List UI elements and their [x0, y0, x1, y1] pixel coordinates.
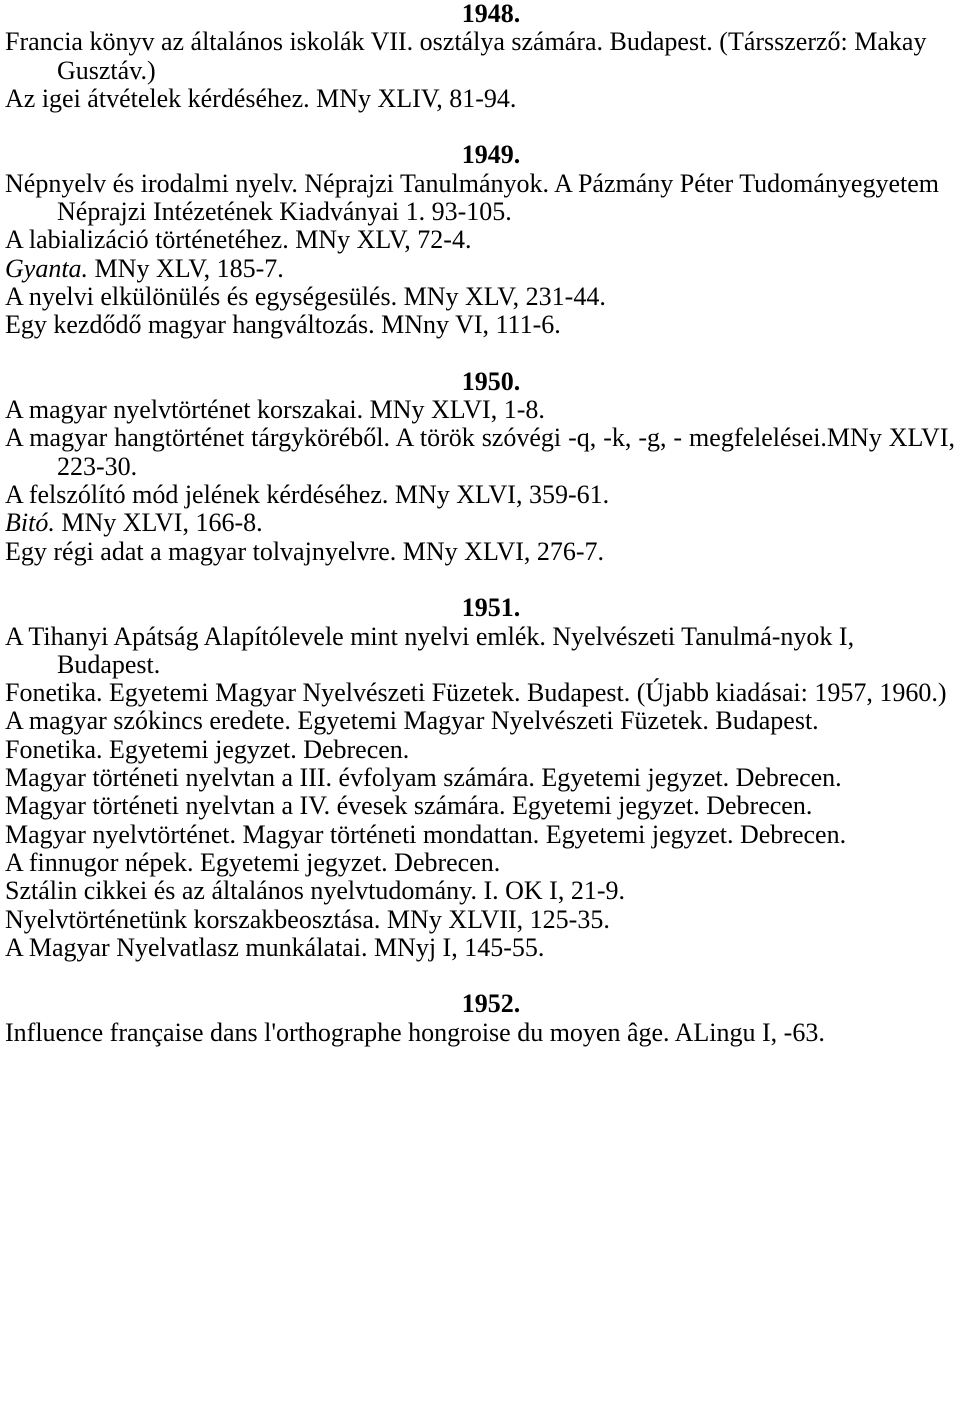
bibliography-entry [5, 877, 955, 905]
entry-text: A Magyar Nyelvatlasz munkálatai. MNyj I, 145-55. [5, 932, 545, 962]
entry-text: Fonetika. Egyetemi jegyzet. Debrecen. [5, 734, 410, 764]
entry-text: Magyar nyelvtörténet. Magyar történeti mondattan. Egyetemi jegyzet. Debrecen. [5, 819, 847, 849]
year-heading: 1948. [461, 0, 521, 28]
year-section-1950 [5, 368, 955, 566]
entry-text: Magyar történeti nyelvtan a III. évfolyam számára. Egyetemi jegyzet. Debrecen. [5, 763, 842, 793]
bibliography-entry [5, 764, 955, 792]
entry-text: A finnugor népek. Egyetemi jegyzet. Debrecen. [5, 847, 501, 877]
entry-text: A magyar nyelvtörténet korszakai. MNy XLVI, 1-8. [5, 395, 545, 425]
bibliography-entry [5, 311, 955, 339]
bibliography-entry [5, 934, 955, 962]
entry-text: Francia könyv az általános iskolák VII. osztálya számára. Budapest. (Társszerző: Makay Gusztáv.) [5, 27, 927, 85]
entry-text: MNy XLVI, 166-8. [54, 508, 263, 538]
bibliography-entry [5, 170, 955, 227]
bibliography-entry [5, 538, 955, 566]
entry-text: A nyelvi elkülönülés és egységesülés. MNy XLV, 231-44. [5, 281, 606, 311]
bibliography-entry [5, 85, 955, 113]
bibliography-entry [5, 821, 955, 849]
entry-text: A Tihanyi Apátság Alapítólevele mint nyelvi emlék. Nyelvészeti Tanulmá-nyok I, Budapest. [5, 621, 855, 679]
bibliography-entry [5, 792, 955, 820]
bibliography-entry [5, 849, 955, 877]
bibliography-entry [5, 283, 955, 311]
bibliography-entry [5, 28, 955, 85]
bibliography-entry [5, 509, 955, 537]
bibliography-entry [5, 736, 955, 764]
entry-text: Magyar történeti nyelvtan a IV. évesek számára. Egyetemi jegyzet. Debrecen. [5, 791, 813, 821]
bibliography-entry [5, 481, 955, 509]
entry-text: Nyelvtörténetünk korszakbeosztása. MNy XLVII, 125-35. [5, 904, 610, 934]
year-heading: 1950. [461, 366, 521, 396]
entry-text: Népnyelv és irodalmi nyelv. Néprajzi Tanulmányok. A Pázmány Péter Tudományegyetem Néprajzi Intézetének Kiadványai 1. 93-105. [5, 168, 939, 227]
entry-text: A magyar szókincs eredete. Egyetemi Magyar Nyelvészeti Füzetek. Budapest. [5, 706, 819, 736]
entry-text: Egy kezdődő magyar hangváltozás. MNny VI, 111-6. [5, 310, 561, 340]
entry-italic-title: Gyanta. [5, 253, 89, 283]
bibliography-entry [5, 226, 955, 254]
entry-text: Influence française dans l'orthographe hongroise du moyen âge. ALingu I, -63. [5, 1017, 825, 1047]
year-section-1952 [5, 990, 955, 1047]
entry-text: A magyar hangtörténet tárgyköréből. A török szóvégi -q, -k, -g, - megfelelései.MNy XLVI, 223-30. [5, 423, 955, 481]
entry-text: Fonetika. Egyetemi Magyar Nyelvészeti Füzetek. Budapest. (Újabb kiadásai: 1957, 1960.) [5, 678, 947, 708]
year-heading: 1949. [461, 140, 521, 170]
bibliography-entry [5, 906, 955, 934]
entry-text: MNy XLV, 185-7. [88, 253, 284, 283]
bibliography-entry [5, 396, 955, 424]
entry-italic-title: Bitó. [5, 508, 55, 538]
bibliography-entry [5, 1019, 955, 1047]
bibliography-page [5, 0, 955, 1075]
entry-text: A felszólító mód jelének kérdéséhez. MNy XLVI, 359-61. [5, 480, 610, 510]
entry-text: A labializáció történetéhez. MNy XLV, 72-4. [5, 225, 472, 255]
year-heading: 1952. [461, 989, 521, 1019]
bibliography-entry [5, 424, 955, 481]
year-section-1948 [5, 0, 955, 113]
entry-text: Sztálin cikkei és az általános nyelvtudomány. I. OK I, 21-9. [5, 876, 625, 906]
entry-text: Egy régi adat a magyar tolvajnyelvre. MNy XLVI, 276-7. [5, 536, 605, 566]
year-section-1949 [5, 141, 955, 339]
bibliography-entry [5, 255, 955, 283]
year-section-1951 [5, 594, 955, 962]
bibliography-entry [5, 679, 955, 707]
entry-text: Az igei átvételek kérdéséhez. MNy XLIV, 81-94. [5, 83, 517, 113]
bibliography-entry [5, 707, 955, 735]
bibliography-entry [5, 623, 955, 680]
year-heading: 1951. [461, 593, 521, 623]
